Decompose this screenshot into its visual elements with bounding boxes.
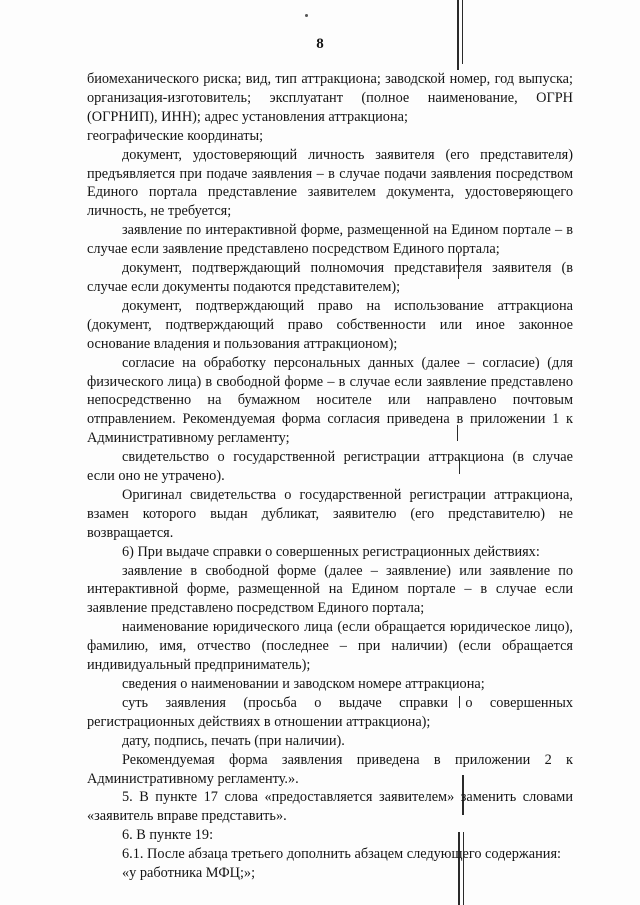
paragraph: дату, подпись, печать (при наличии). (122, 732, 345, 749)
paragraph: 6) При выдаче справки о совершенных регистрационных действиях: (122, 543, 540, 560)
scan-binding-line (462, 0, 463, 64)
paragraph: суть заявления (просьба о выдаче справки о совершенных регистрационных действиях в отношении аттракциона); (87, 694, 573, 730)
document-body (87, 70, 573, 883)
paragraph: 5. В пункте 17 слова «предоставляется заявителем» заменить словами «заявитель вправе представить». (87, 789, 573, 825)
paragraph: 6. В пункте 19: (122, 827, 214, 844)
paragraph: заявление в свободной форме (далее – заявление) или заявление по интерактивной форме, размещенной на Едином портале – в случае если заявление представлено посредством Единого портала; (87, 562, 573, 617)
paragraph: биомеханического риска; вид, тип аттракциона; заводской номер, год выпуска; организация-изготовитель; эксплуатант (полное наименование, ОГРН (ОГРНИП), ИНН); адрес установления аттракциона; (87, 71, 573, 125)
scan-speck (305, 14, 308, 17)
paragraph: заявление по интерактивной форме, размещенной на Едином портале – в случае если заявление представлено посредством Единого портала; (87, 222, 573, 258)
paragraph: наименование юридического лица (если обращается юридическое лицо), фамилию, имя, отчество (последнее – при наличии) (если обращается индивидуальный предприниматель); (87, 619, 573, 674)
paragraph: документ, подтверждающий право на использование аттракциона (документ, подтверждающий право собственности или иное законное основание владения и пользования аттракционом); (87, 297, 573, 352)
paragraph: Оригинал свидетельства о государственной регистрации аттракциона, взамен которого выдан дубликат, заявителю (его представителю) не возвращается. (87, 486, 573, 541)
paragraph: «у работника МФЦ;»; (122, 865, 256, 882)
paragraph: Рекомендуемая форма заявления приведена в приложении 2 к Административному регламенту.». (87, 751, 573, 787)
paragraph: 6.1. После абзаца третьего дополнить абзацем следующего содержания: (122, 846, 561, 863)
paragraph: документ, удостоверяющий личность заявителя (его представителя) предъявляется при подаче заявления – в случае подачи заявления посредством Единого портала представление заявителем документа, удостоверяющего личность, не требуется; (87, 146, 573, 220)
paragraph: согласие на обработку персональных данных (далее – согласие) (для физического лица) в свободной форме – в случае если заявление представлено непосредственно на бумажном носителе или направлено почтовым отправлением. Рекомендуемая форма согласия приведена в приложении 1 к Административному регламенту; (87, 354, 573, 447)
paragraph: сведения о наименовании и заводском номере аттракциона; (122, 676, 485, 692)
scan-binding-line (457, 0, 459, 70)
paragraph: географические координаты; (87, 127, 264, 144)
paragraph: свидетельство о государственной регистрации аттракциона (в случае если оно не утрачено). (87, 449, 573, 485)
paragraph: документ, подтверждающий полномочия представителя заявителя (в случае если документы подаются представителем); (87, 260, 573, 295)
page-number: 8 (316, 36, 324, 52)
